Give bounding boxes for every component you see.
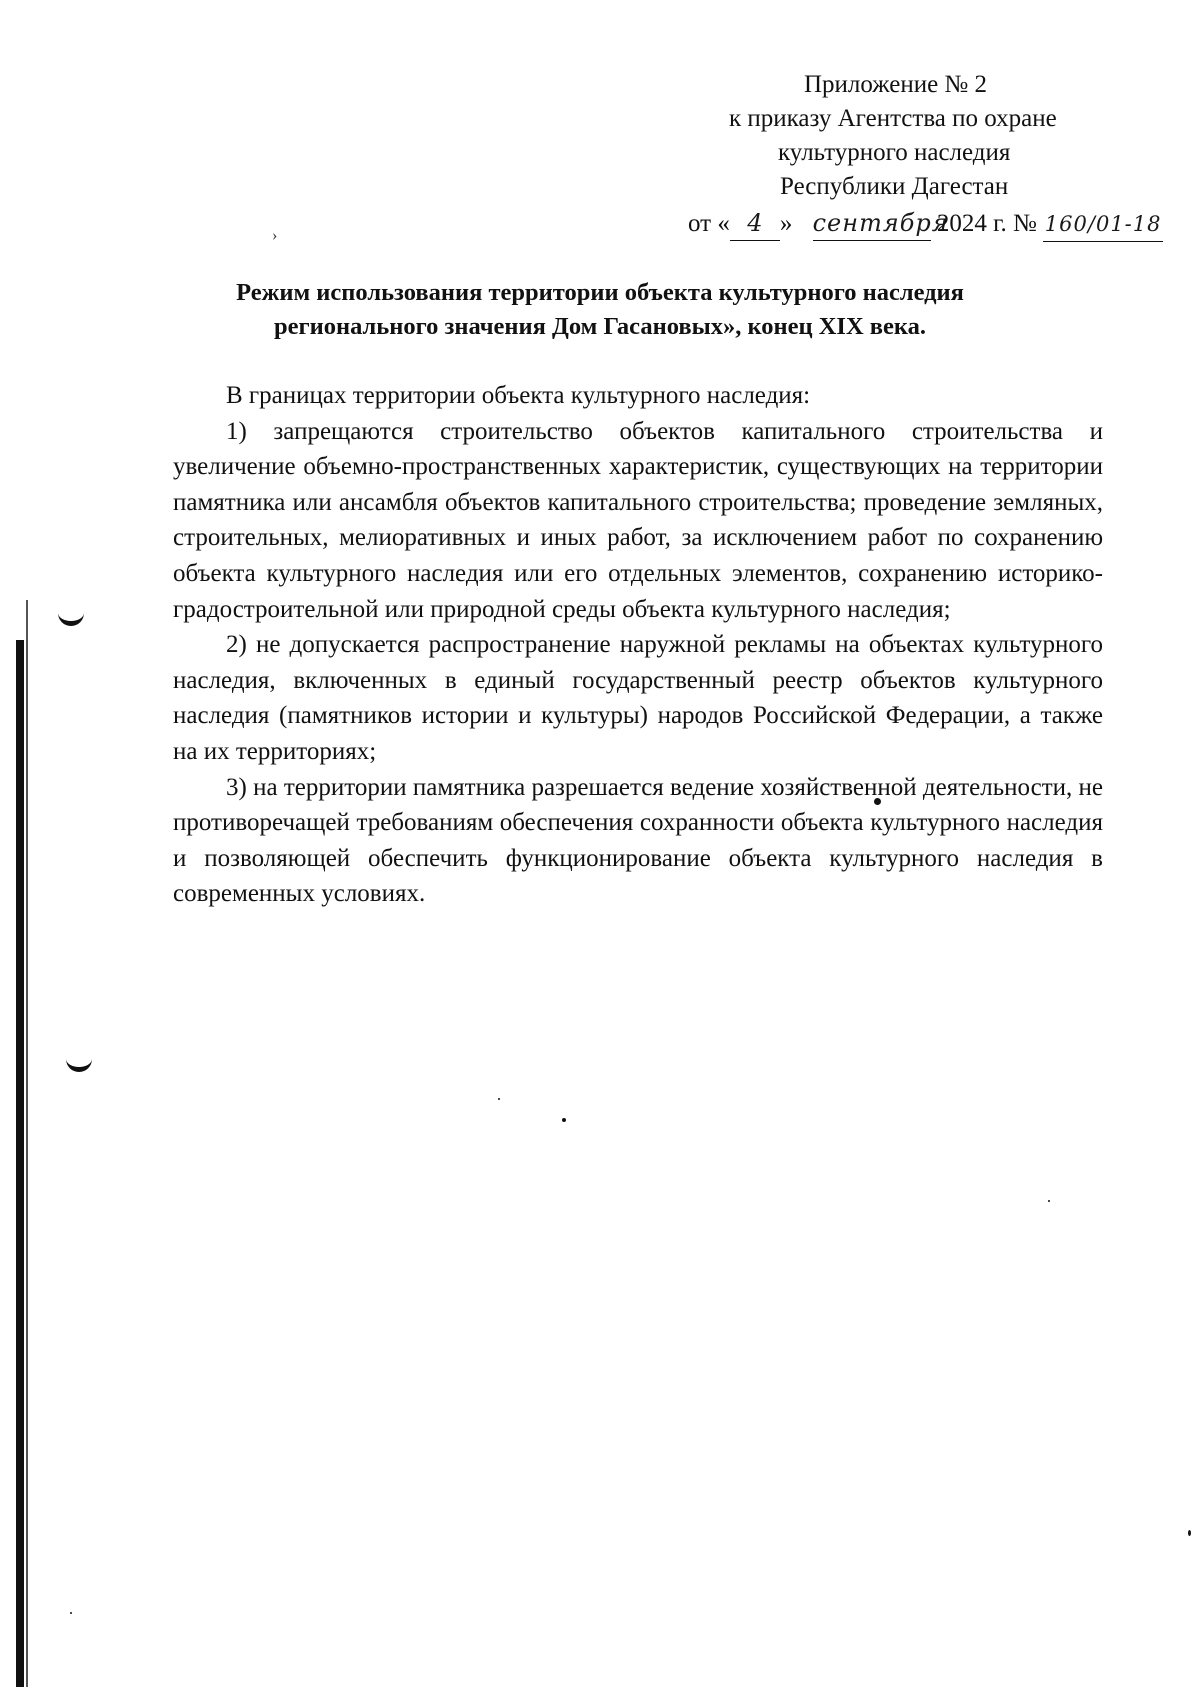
- order-number-sign: №: [1013, 210, 1037, 237]
- document-body: [173, 378, 1103, 912]
- appendix-number: Приложение № 2: [804, 71, 988, 98]
- title-line-2: регионального значения Дом Гасановых», конец XIX века.: [273, 313, 927, 340]
- order-date-line: [688, 206, 1163, 242]
- title-line-1: Режим использования территории объекта культурного наследия: [236, 279, 964, 306]
- order-date-close: »: [779, 210, 793, 237]
- body-item-3: 3) на территории памятника разрешается ведение хозяйственной деятельности, не противоречащей требованиям обеспечения сохранности объекта культурного наследия и позволяющей обеспечить функционирование объекта культурного наследия в современных условиях.: [173, 773, 1103, 908]
- scan-speck: [1048, 1200, 1050, 1202]
- order-day-handwritten: 4: [730, 206, 780, 241]
- stray-mark: ›: [272, 227, 278, 244]
- order-year: 2024 г.: [936, 210, 1007, 237]
- appendix-header: [680, 68, 1100, 204]
- punch-hole-mark: [58, 612, 84, 626]
- order-number-handwritten: 160/01-18: [1043, 207, 1163, 242]
- order-date-prefix: от «: [688, 210, 730, 237]
- scan-speck: [498, 1098, 500, 1100]
- scan-edge-artifact-thin: [26, 600, 28, 1687]
- republic-name: Республики Дагестан: [780, 173, 1009, 200]
- body-item-2: 2) не допускается распространение наружной рекламы на объектах культурного наследия, включенных в единый государственный реестр объектов культурного наследия (памятников истории и культуры) народов Российской Федерации, а также на их территориях;: [173, 631, 1103, 765]
- scan-speck: [1188, 1530, 1191, 1536]
- order-month-handwritten: сентября: [813, 206, 931, 241]
- body-item-1: 1) запрещаются строительство объектов капитального строительства и увеличение объемно-пространственных характеристик, существующих на территории памятника или ансамбля объектов капитального строительства; проведение земляных, строительных, мелиоративных и иных работ, за исключением работ по сохранению объекта культурного наследия или его отдельных элементов, сохранению историко-градостроительной или природной среды объекта культурного наследия;: [173, 417, 1103, 623]
- scan-speck: [562, 1118, 566, 1122]
- punch-hole-mark: [66, 1058, 92, 1072]
- agency-name: культурного наследия: [778, 139, 1011, 166]
- order-reference: к приказу Агентства по охране: [729, 105, 1057, 132]
- scan-speck: [70, 1612, 72, 1614]
- scan-edge-artifact: [16, 640, 24, 1687]
- document-title: [150, 276, 1050, 344]
- body-intro: В границах территории объекта культурного наследия:: [226, 382, 811, 409]
